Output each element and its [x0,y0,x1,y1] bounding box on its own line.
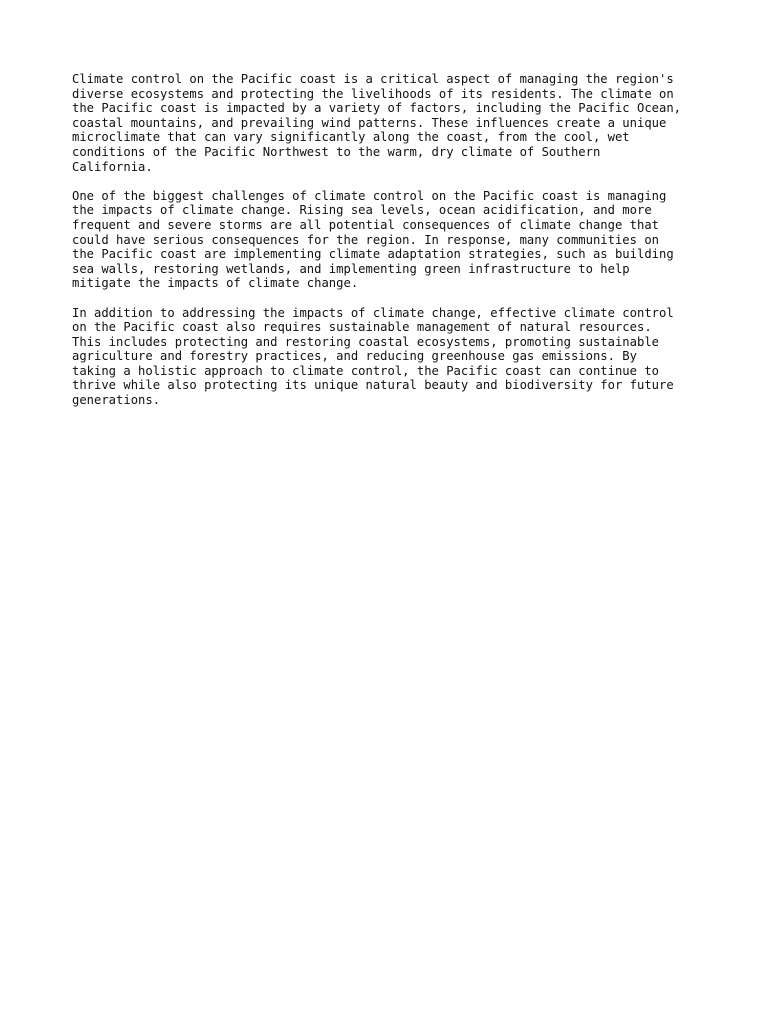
document-body [72,72,702,422]
paragraph-3: In addition to addressing the impacts of climate change, effective climate control on the Pacific coast also requires sustainable management of natural resources. This includes protecting and restoring coastal ecosystems, promoting sustainable agriculture and forestry practices, and reducing greenhouse gas emissions. By taking a holistic approach to climate control, the Pacific coast can continue to thrive while also protecting its unique natural beauty and biodiversity for future generations. [72,305,674,408]
paragraph-1: Climate control on the Pacific coast is a critical aspect of managing the region's diverse ecosystems and protecting the livelihoods of its residents. The climate on the Pacific coast is impacted by a variety of factors, including the Pacific Ocean, coastal mountains, and prevailing wind patterns. These influences create a unique microclimate that can vary significantly along the coast, from the cool, wet conditions of the Pacific Northwest to the warm, dry climate of Southern California. [72,72,682,174]
paragraph-2: One of the biggest challenges of climate control on the Pacific coast is managing the impacts of climate change. Rising sea levels, ocean acidification, and more frequent and severe storms are all potential consequences of climate change that could have serious consequences for the region. In response, many communities on the Pacific coast are implementing climate adaptation strategies, such as building sea walls, restoring wetlands, and implementing green infrastructure to help mitigate the impacts of climate change. [72,188,674,291]
